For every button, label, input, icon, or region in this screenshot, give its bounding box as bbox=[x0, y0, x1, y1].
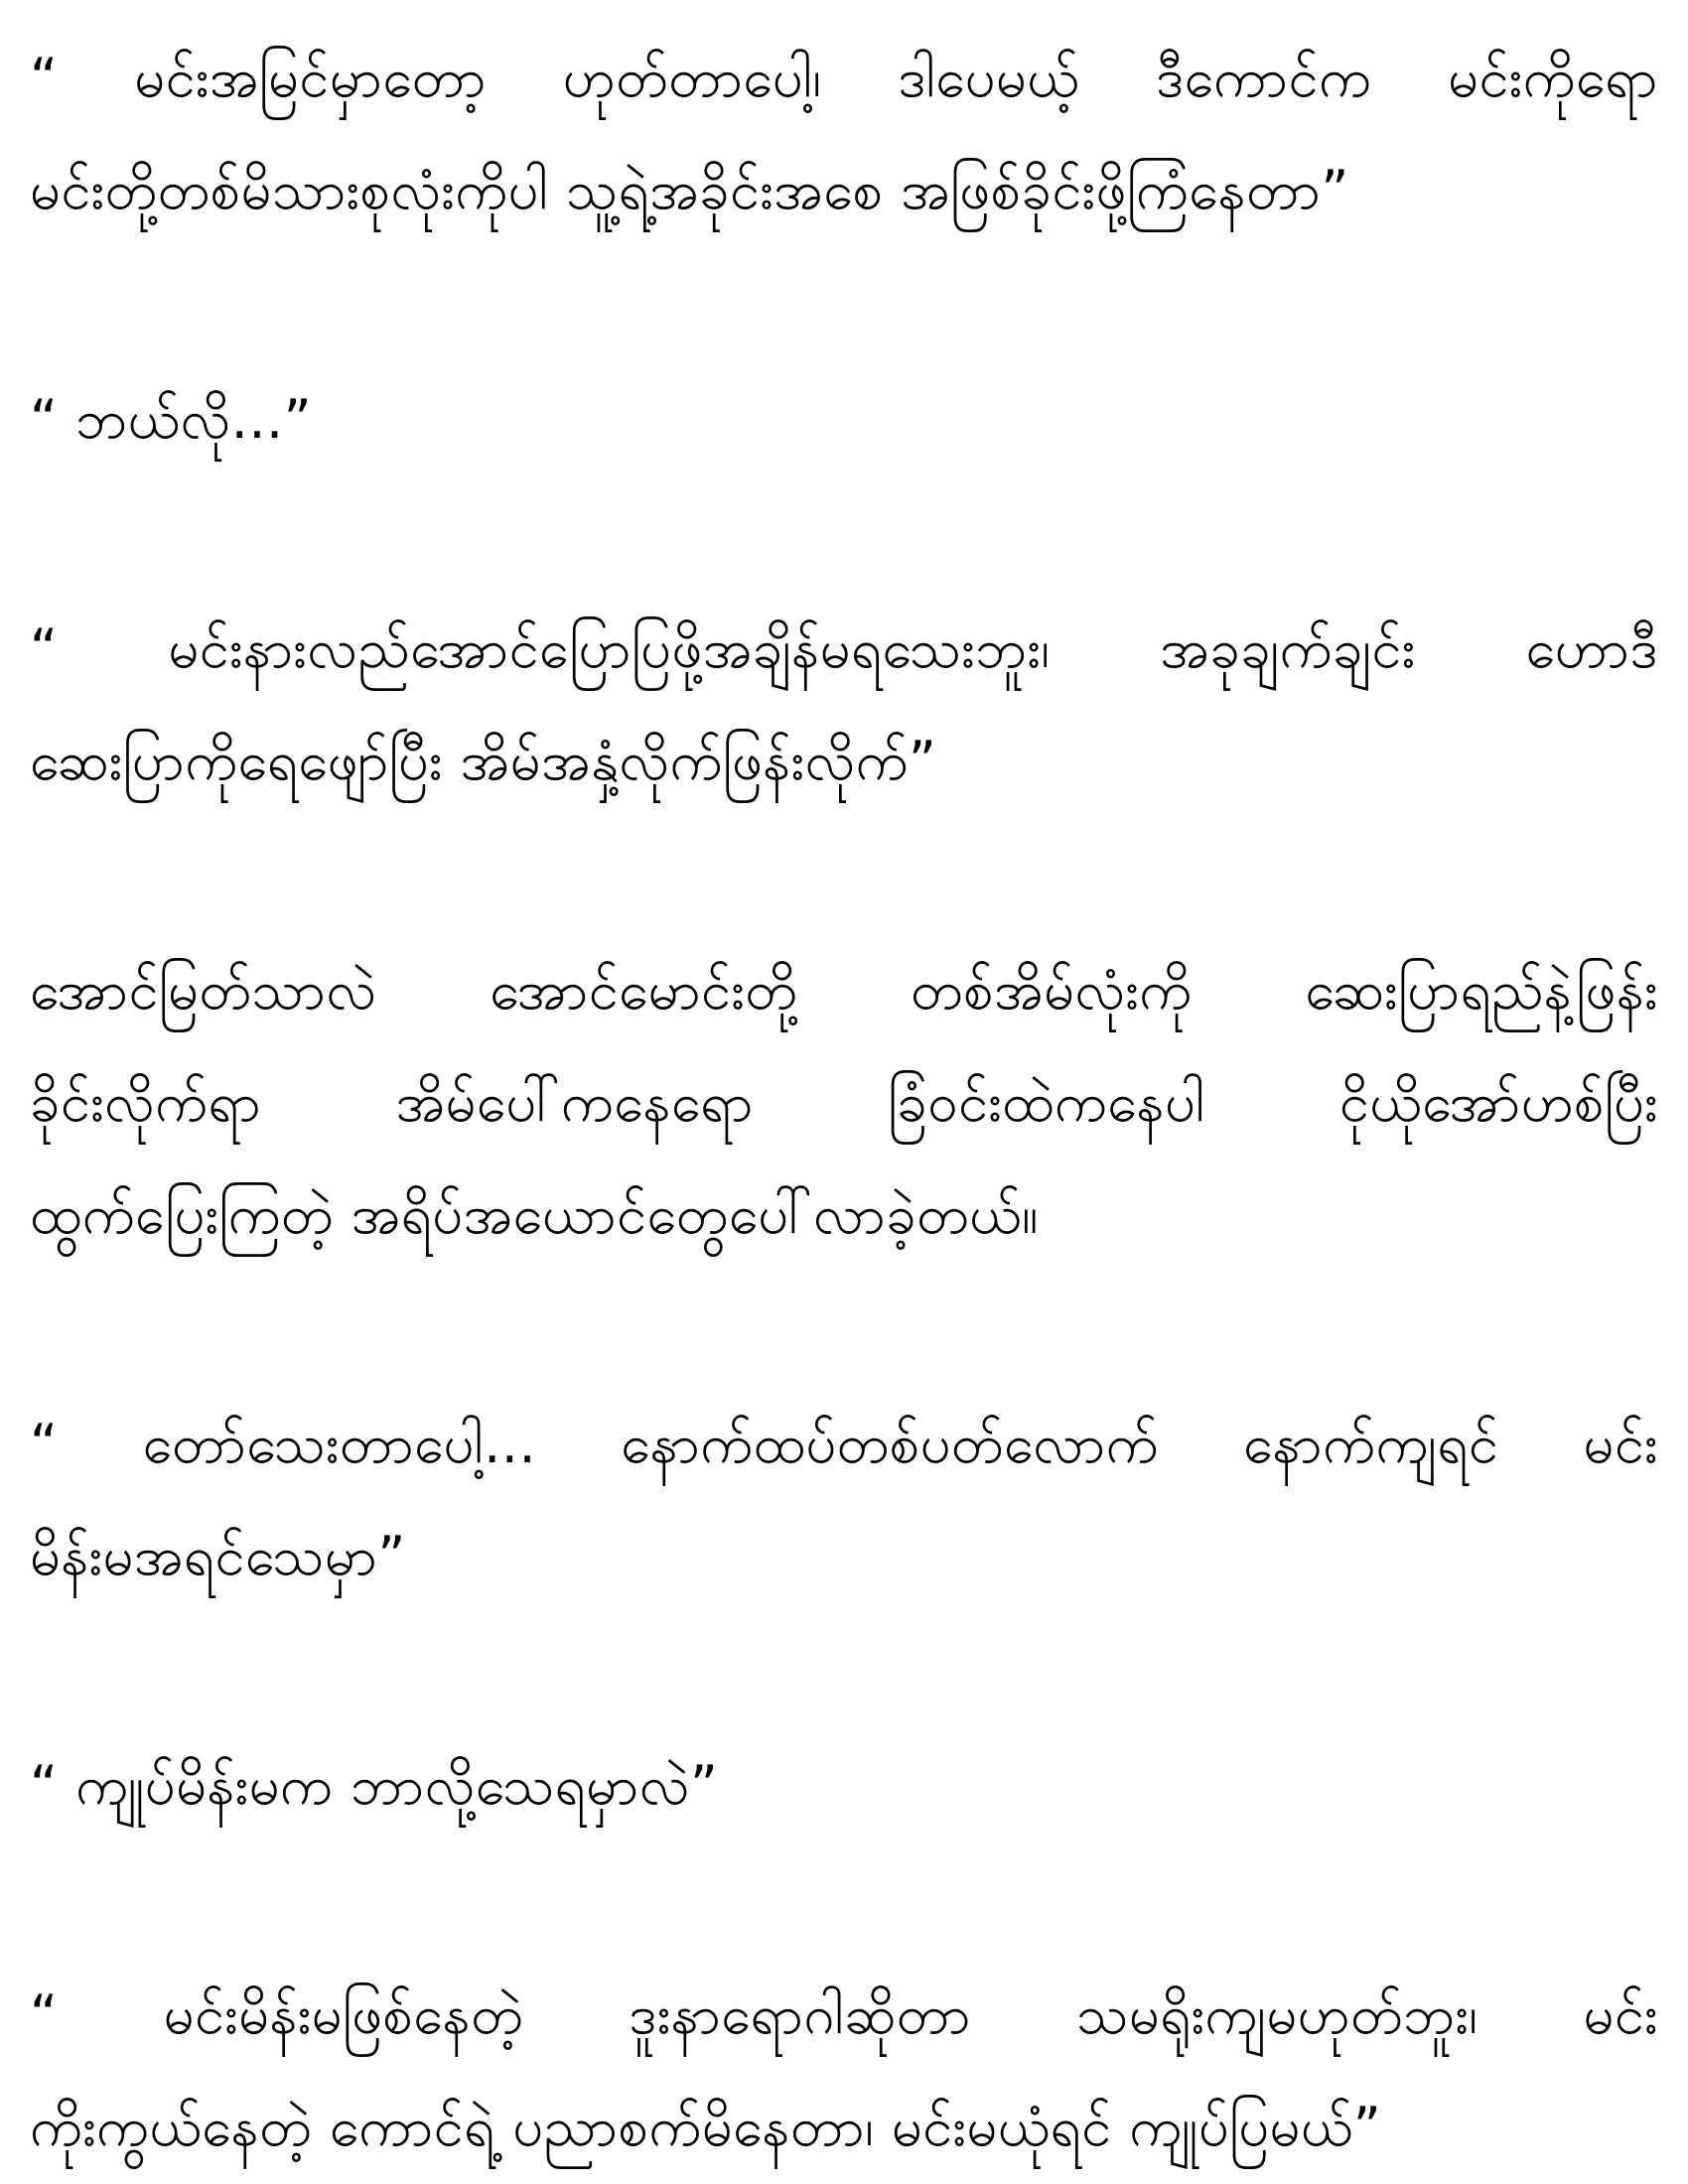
text-line: မင်းတို့တစ်မိသားစုလုံးကိုပါ သူ့ရဲ့အခိုင်းအစေ အဖြစ်ခိုင်းဖို့ကြံနေတာ” bbox=[30, 159, 1349, 221]
text-line: မိန်းမအရင်သေမှာ” bbox=[30, 1525, 406, 1587]
text-line: “ ဘယ်လို...” bbox=[30, 388, 313, 451]
paragraph-3 bbox=[30, 593, 1658, 817]
text-line: “ ကျုပ်မိန်းမက ဘာလို့သေရမှာလဲ” bbox=[30, 1754, 719, 1817]
paragraph-2 bbox=[30, 363, 1658, 476]
paragraph-7 bbox=[30, 1959, 1658, 2183]
paragraph-1 bbox=[30, 22, 1658, 246]
paragraph-4 bbox=[30, 934, 1658, 1271]
text-line: “ မင်းမိန်းမဖြစ်နေတဲ့ ဒူးနာရောဂါဆိုတာ သမရိုးကျမဟုတ်ဘူး၊ မင်း bbox=[30, 1983, 1658, 2046]
text-line: “ တော်သေးတာပေါ့... နောက်ထပ်တစ်ပတ်လောက် နောက်ကျရင် မင်း bbox=[30, 1413, 1658, 1475]
text-line: ကိုးကွယ်နေတဲ့ ကောင်ရဲ့ ပညာစက်မိနေတာ၊ မင်းမယုံရင် ကျုပ်ပြမယ်” bbox=[30, 2096, 1382, 2158]
text-line: အောင်မြတ်သာလဲ အောင်မောင်းတို့ တစ်အိမ်လုံးကို ဆေးပြာရည်နဲ့ဖြန်း bbox=[30, 959, 1658, 1022]
text-line: ထွက်ပြေးကြတဲ့ အရိပ်အယောင်တွေပေါ်လာခဲ့တယ်။ bbox=[30, 1183, 1039, 1246]
paragraph-5 bbox=[30, 1388, 1658, 1612]
text-line: ခိုင်းလိုက်ရာ အိမ်ပေါ်ကနေရော ခြံဝင်းထဲကနေပါ ငိုယိုအော်ဟစ်ပြီး bbox=[30, 1071, 1658, 1134]
text-line: “ မင်းနားလည်အောင်ပြောပြဖို့အချိန်မရသေးဘူး၊ အခုချက်ချင်း ဟောဒီ bbox=[30, 617, 1658, 680]
text-line: ဆေးပြာကိုရေဖျော်ပြီး အိမ်အနှံ့လိုက်ဖြန်းလိုက်” bbox=[30, 730, 937, 792]
paragraph-6 bbox=[30, 1729, 1658, 1842]
text-line: “ မင်းအမြင်မှာတော့ ဟုတ်တာပေါ့၊ ဒါပေမယ့် ဒီကောင်က မင်းကိုရော bbox=[30, 47, 1658, 109]
